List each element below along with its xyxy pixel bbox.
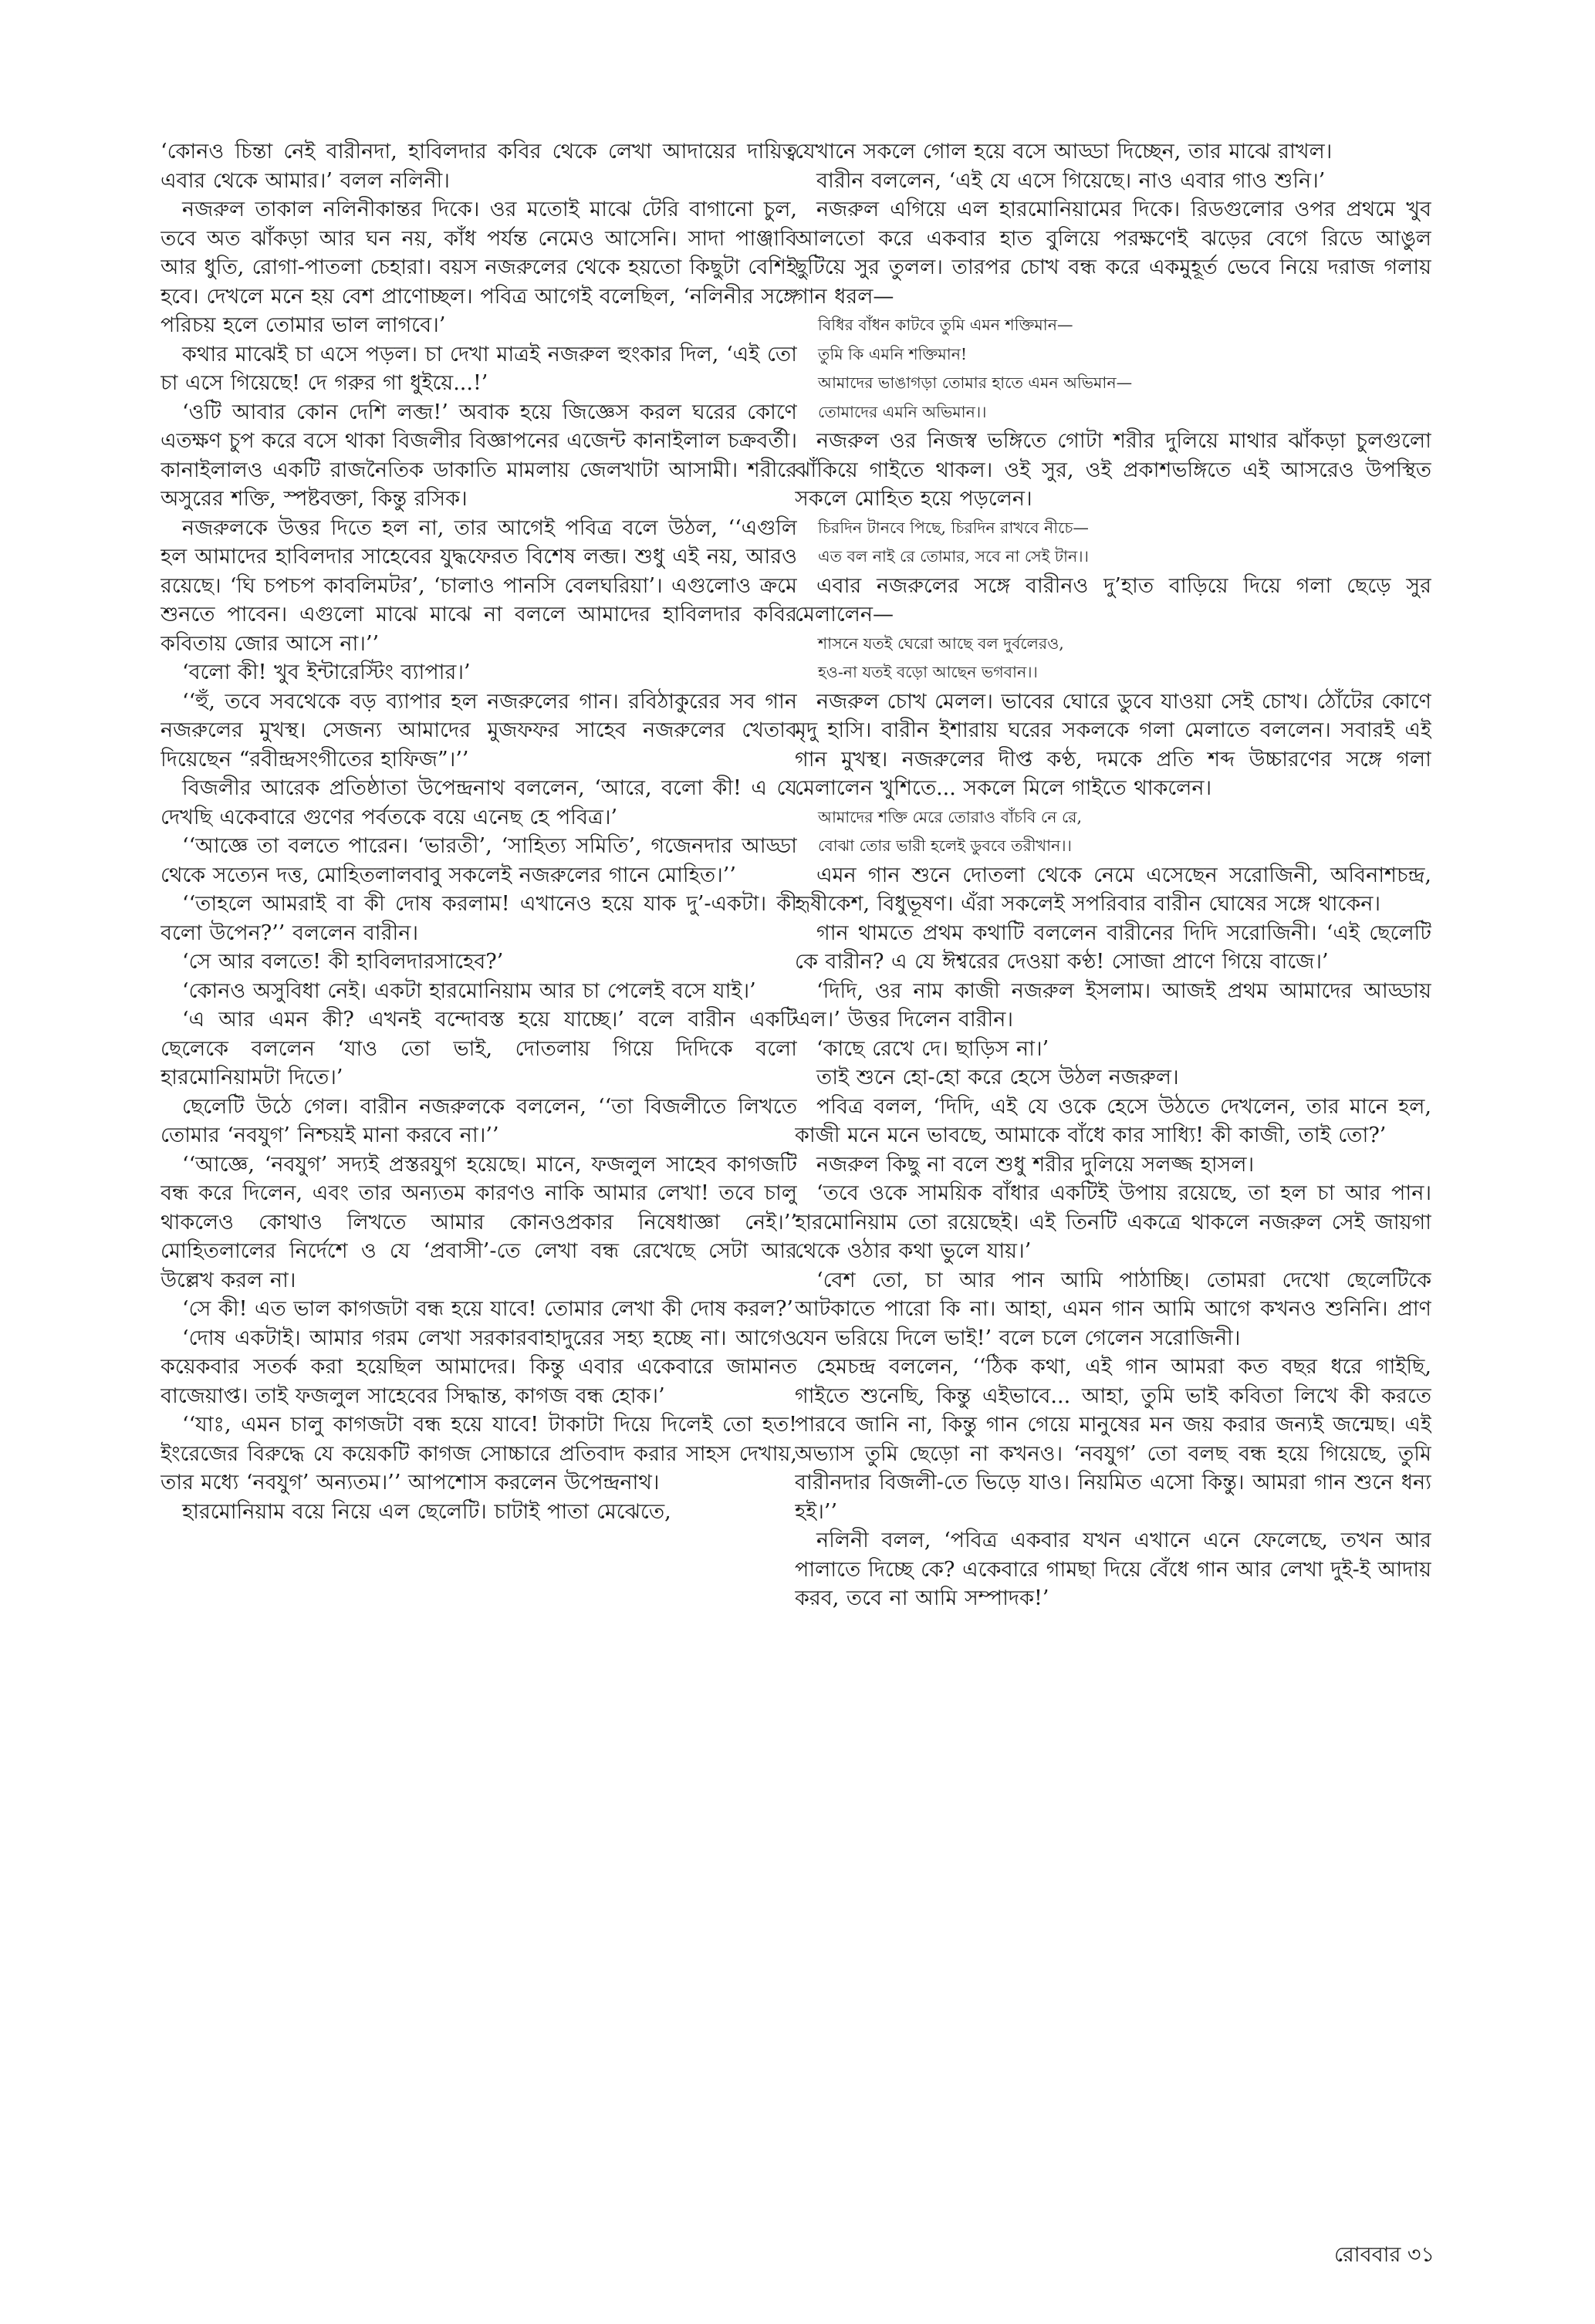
body-paragraph: ‘‘আজ্ঞে তা বলতে পারেন। ‘ভারতী’, ‘সাহিত্য সমিতি’, গজেনদার আড্ডা থেকে সত্যেন দত্ত, মোহিতলালবাবু সকলেই নজরুলের গানে মোহিত।’’ (161, 834, 797, 887)
body-paragraph: পবিত্র বলল, ‘দিদি, এই যে ওকে হেসে উঠতে দেখলেন, তার মানে হল, কাজী মনে মনে ভাবছে, আমাকে বাঁধে কার সাধ্যি! কী কাজী, তাই তো?’ (795, 1094, 1431, 1147)
left-text-column (161, 137, 797, 2221)
body-paragraph: ‘কাছে রেখে দে। ছাড়িস না।’ (816, 1036, 1049, 1061)
song-verse-line: শাসনে যতই ঘেরো আছে বল দুর্বলেরও, (818, 633, 1064, 653)
song-verse-line: বোঝা তোর ভারী হলেই ডুববে তরীখান।। (818, 836, 1072, 855)
body-paragraph: এবার নজরুলের সঙ্গে বারীনও দু’হাত বাড়িয়ে দিয়ে গলা ছেড়ে সুর মেলালেন— (795, 573, 1431, 627)
body-paragraph: ‘এ আর এমন কী? এখনই বন্দোবস্ত হয়ে যাচ্ছে।’ বলে বারীন একটি ছেলেকে বললেন ‘যাও তো ভাই, দোতলায় গিয়ে দিদিকে বলো হারমোনিয়ামটা দিতে।’ (161, 1008, 797, 1089)
body-paragraph: নলিনী বলল, ‘পবিত্র একবার যখন এখানে এনে ফেলেছে, তখন আর পালাতে দিচ্ছে কে? একেবারে গামছা দিয়ে বেঁধে গান আর লেখা দুই-ই আদায় করব, তবে না আমি সম্পাদক!’ (795, 1529, 1431, 1610)
body-paragraph: বিজলীর আরেক প্রতিষ্ঠাতা উপেন্দ্রনাথ বললেন, ‘আরে, বলো কী! এ যে দেখছি একেবারে গুণের পর্বতকে বয়ে এনেছ হে পবিত্র।’ (161, 776, 797, 829)
body-paragraph: তাই শুনে হো-হো করে হেসে উঠল নজরুল। (816, 1066, 1179, 1089)
body-paragraph: কথার মাঝেই চা এসে পড়ল। চা দেখা মাত্রই নজরুল হুংকার দিল, ‘এই তো চা এসে গিয়েছে! দে গরুর গা ধুইয়ে...!’ (161, 342, 797, 395)
body-paragraph: নজরুলকে উত্তর দিতে হল না, তার আগেই পবিত্র বলে উঠল, ‘‘এগুলি হল আমাদের হাবিলদার সাহেবের যুদ্ধফেরত বিশেষ লব্জ। শুধু এই নয়, আরও রয়েছে। ‘ঘি চপচপ কাবলিমটর’, ‘চালাও পানসি বেলঘরিয়া’। এগুলোও ক্রমে শুনতে পাবেন। এগুলো মাঝে মাঝে না বললে আমাদের হাবিলদার কবির কবিতায় জোর আসে না।’’ (161, 515, 797, 656)
body-paragraph: নজরুল কিছু না বলে শুধু শরীর দুলিয়ে সলজ্জ হাসল। (816, 1152, 1255, 1177)
body-paragraph: ‘কোনও চিন্তা নেই বারীনদা, হাবিলদার কবির থেকে লেখা আদায়ের দায়িত্ব এবার থেকে আমার।’ বলল নলিনী। (161, 140, 797, 193)
body-paragraph: নজরুল চোখ মেলল। ভাবের ঘোরে ডুবে যাওয়া সেই চোখ। ঠোঁটের কোণে মৃদু হাসি। বারীন ইশারায় ঘরের সকলকে গলা মেলাতে বললেন। সবারই এই গান মুখস্থ। নজরুলের দীপ্ত কণ্ঠ, দমকে প্রতি শব্দ উচ্চারণের সঙ্গে গলা মেলালেন খুশিতে... সকলে মিলে গাইতে থাকলেন। (795, 689, 1431, 800)
song-verse-line: তোমাদের এমনি অভিমান।। (818, 402, 987, 421)
body-paragraph: ছেলেটি উঠে গেল। বারীন নজরুলকে বললেন, ‘‘তা বিজলীতে লিখতে তোমার ‘নবযুগ’ নিশ্চয়ই মানা করবে না।’’ (161, 1094, 797, 1147)
body-paragraph: হেমচন্দ্র বললেন, ‘‘ঠিক কথা, এই গান আমরা কত বছর ধরে গাইছি, গাইতে শুনেছি, কিন্তু এইভাবে... আহা, তুমি ভাই কবিতা লিখে কী করতে পারবে জানি না, কিন্তু গান গেয়ে মানুষের মন জয় করার জন্যই জন্মেছ। এই অভ্যাস তুমি ছেড়ো না কখনও। ‘নবযুগ’ তো বলছ বন্ধ হয়ে গিয়েছে, তুমি বারীনদার বিজলী-তে ভিড়ে যাও। নিয়মিত এসো কিন্তু। আমরা গান শুনে ধন্য হই।’’ (795, 1355, 1431, 1524)
body-paragraph: এমন গান শুনে দোতলা থেকে নেমে এসেছেন সরোজিনী, অবিনাশচন্দ্র, হৃষীকেশ, বিধুভূষণ। এঁরা সকলেই সপরিবার বারীন ঘোষের সঙ্গে থাকেন। (795, 863, 1431, 916)
song-verse-line: আমাদের ভাঙাগড়া তোমার হাতে এমন অভিমান— (818, 373, 1133, 392)
song-verse-line: এত বল নাই রে তোমার, সবে না সেই টান।। (818, 547, 1089, 566)
body-paragraph: ‘বেশ তো, চা আর পান আমি পাঠাচ্ছি। তোমরা দেখো ছেলেটিকে আটকাতে পারো কি না। আহা, এমন গান আমি আগে কখনও শুনিনি। প্রাণ যেন ভরিয়ে দিলে ভাই!’ বলে চলে গেলেন সরোজিনী। (795, 1268, 1431, 1350)
body-paragraph: নজরুল তাকাল নলিনীকান্তর দিকে। ওর মতোই মাঝে টেরি বাগানো চুল, তবে অত ঝাঁকড়া আর ঘন নয়, কাঁধ পর্যন্ত নেমেও আসেনি। সাদা পাঞ্জাবি আর ধুতি, রোগা-পাতলা চেহারা। বয়স নজরুলের থেকে হয়তো কিছুটা বেশিই হবে। দেখলে মনে হয় বেশ প্রাণোচ্ছল। পবিত্র আগেই বলেছিল, ‘নলিনীর সঙ্গে পরিচয় হলে তোমার ভাল লাগবে।’ (161, 198, 797, 337)
body-paragraph: হারমোনিয়াম বয়ে নিয়ে এল ছেলেটি। চাটাই পাতা মেঝেতে, (182, 1499, 671, 1524)
body-paragraph: ‘বলো কী! খুব ইন্টারেস্টিং ব্যাপার।’ (182, 660, 471, 684)
body-paragraph: ‘তবে ওকে সাময়িক বাঁধার একটিই উপায় রয়েছে, তা হল চা আর পান। হারমোনিয়াম তো রয়েছেই। এই তিনটি একত্রে থাকলে নজরুল সেই জায়গা থেকে ওঠার কথা ভুলে যায়।’ (795, 1181, 1431, 1263)
body-paragraph: গান থামতে প্রথম কথাটি বললেন বারীনের দিদি সরোজিনী। ‘এই ছেলেটি কে বারীন? এ যে ঈশ্বরের দেওয়া কণ্ঠ! সোজা প্রাণে গিয়ে বাজে।’ (795, 920, 1431, 974)
body-paragraph: বারীন বললেন, ‘এই যে এসে গিয়েছে। নাও এবার গাও শুনি।’ (816, 168, 1326, 193)
body-paragraph: ‘সে আর বলতে! কী হাবিলদারসাহেব?’ (182, 950, 504, 974)
body-paragraph: ‘কোনও অসুবিধা নেই। একটা হারমোনিয়াম আর চা পেলেই বসে যাই।’ (182, 978, 756, 1003)
body-paragraph: ‘সে কী! এত ভাল কাগজটা বন্ধ হয়ে যাবে! তোমার লেখা কী দোষ করল?’ (182, 1297, 793, 1321)
right-text-column (795, 137, 1431, 2221)
song-verse-line: হও-না যতই বড়ো আছেন ভগবান।। (818, 663, 1038, 681)
body-paragraph: নজরুল এগিয়ে এল হারমোনিয়ামের দিকে। রিডগুলোর ওপর প্রথমে খুব আলতো করে একবার হাত বুলিয়ে পরক্ষণেই ঝড়ের বেগে রিডে আঙুল ছুটিয়ে সুর তুলল। তারপর চোখ বন্ধ করে একমুহূর্ত ভেবে নিয়ে দরাজ গলায় গান ধরল— (795, 198, 1431, 309)
body-paragraph: নজরুল ওর নিজস্ব ভঙ্গিতে গোটা শরীর দুলিয়ে মাথার ঝাঁকড়া চুলগুলো ঝাঁকিয়ে গাইতে থাকল। ওই সুর, ওই প্রকাশভঙ্গিতে এই আসরেও উপস্থিত সকলে মোহিত হয়ে পড়লেন। (795, 429, 1431, 511)
body-paragraph: ‘দিদি, ওর নাম কাজী নজরুল ইসলাম। আজই প্রথম আমাদের আড্ডায় এল।’ উত্তর দিলেন বারীন। (795, 978, 1431, 1032)
body-paragraph: ‘‘আজ্ঞে, ‘নবযুগ’ সদ্যই প্রস্তরযুগ হয়েছে। মানে, ফজলুল সাহেব কাগজটি বন্ধ করে দিলেন, এবং তার অন্যতম কারণও নাকি আমার লেখা! তবে চালু থাকলেও কোথাও লিখতে আমার কোনওপ্রকার নিষেধাজ্ঞা নেই।’’ মোহিতলালের নির্দেশে ও যে ‘প্রবাসী’-তে লেখা বন্ধ রেখেছে সেটা আর উল্লেখ করল না। (161, 1152, 797, 1292)
body-paragraph: যেখানে সকলে গোল হয়ে বসে আড্ডা দিচ্ছেন, তার মাঝে রাখল। (795, 140, 1333, 164)
body-paragraph: ‘‘হুঁ, তবে সবথেকে বড় ব্যাপার হল নজরুলের গান। রবিঠাকুরের সব গান নজরুলের মুখস্থ। সেজন্য আমাদের মুজফফর সাহেব নজরুলের খেতাব দিয়েছেন “রবীন্দ্রসংগীতের হাফিজ”।’’ (161, 689, 797, 772)
song-verse-line: তুমি কি এমনি শক্তিমান! (818, 344, 968, 363)
song-verse-line: চিরদিন টানবে পিছে, চিরদিন রাখবে নীচে— (818, 518, 1089, 537)
song-verse-line: বিধির বাঁধন কাটবে তুমি এমন শক্তিমান— (818, 316, 1073, 334)
body-paragraph: ‘‘যাঃ, এমন চালু কাগজটা বন্ধ হয়ে যাবে! টাকাটা দিয়ে দিলেই তো হত! ইংরেজের বিরুদ্ধে যে কয়েকটি কাগজ সোচ্চারে প্রতিবাদ করার সাহস দেখায়, তার মধ্যে ‘নবযুগ’ অন্যতম।’’ আপশোস করলেন উপেন্দ্রনাথ। (161, 1413, 797, 1495)
page-footer: রোববার ৩১ (1333, 2243, 1434, 2267)
body-paragraph: ‘ওটি আবার কোন দেশি লব্জ!’ অবাক হয়ে জিজ্ঞেস করল ঘরের কোণে এতক্ষণ চুপ করে বসে থাকা বিজলীর বিজ্ঞাপনের এজেন্ট কানাইলাল চক্রবর্তী। কানাইলালও একটি রাজনৈতিক ডাকাতি মামলায় জেলখাটা আসামী। শরীরে অসুরের শক্তি, স্পষ্টবক্তা, কিন্তু রসিক। (161, 400, 797, 511)
body-paragraph: ‘‘তাহলে আমরাই বা কী দোষ করলাম! এখানেও হয়ে যাক দু’-একটা। কী বলো উপেন?’’ বললেন বারীন। (161, 892, 797, 945)
body-paragraph: ‘দোষ একটাই। আমার গরম লেখা সরকারবাহাদুরের সহ্য হচ্ছে না। আগেও কয়েকবার সতর্ক করা হয়েছিল আমাদের। কিন্তু এবার একেবারে জামানত বাজেয়াপ্ত। তাই ফজলুল সাহেবের সিদ্ধান্ত, কাগজ বন্ধ হোক।’ (161, 1326, 797, 1408)
song-verse-line: আমাদের শক্তি মেরে তোরাও বাঁচবি নে রে, (818, 807, 1083, 826)
